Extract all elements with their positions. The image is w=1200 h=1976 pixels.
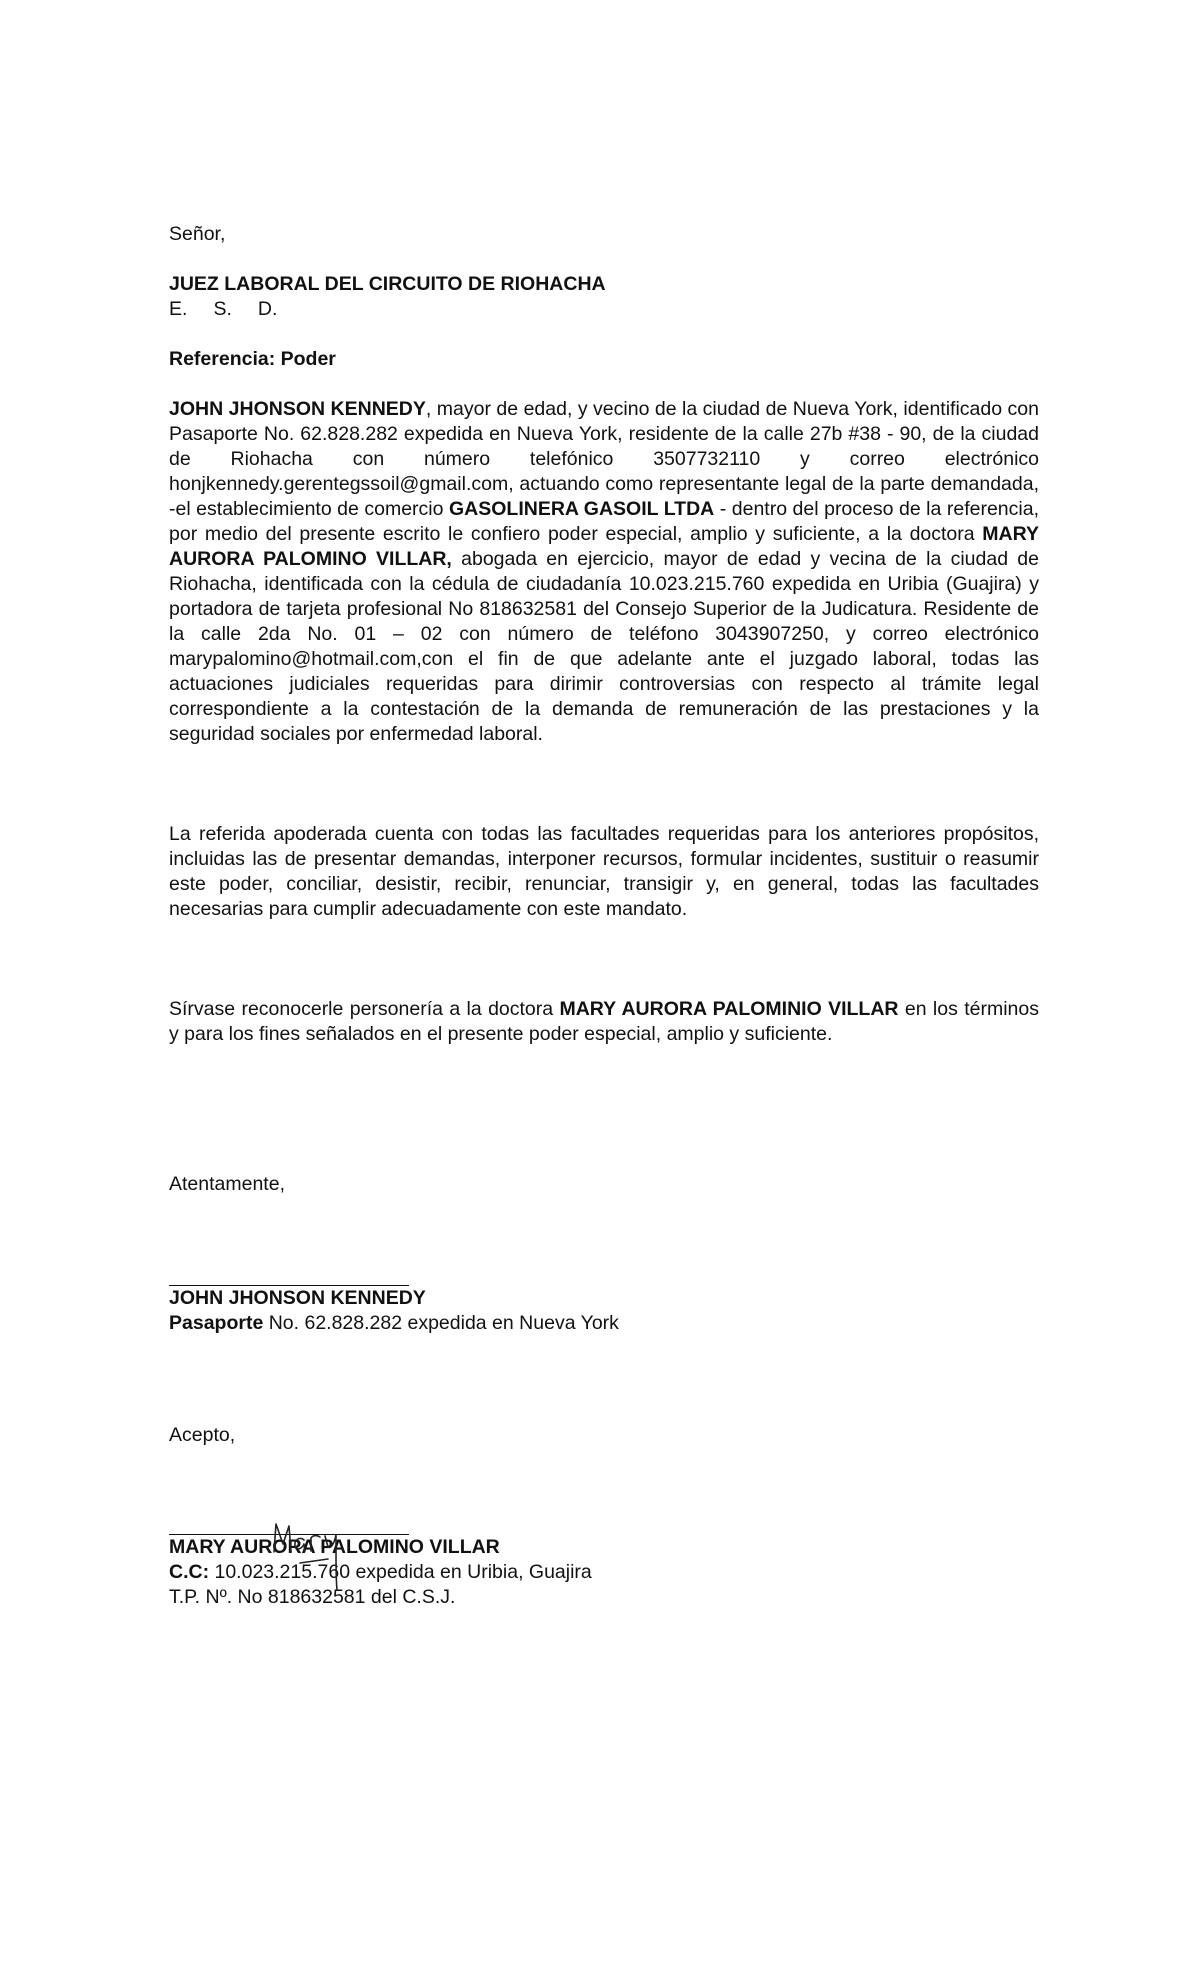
grantor-signature-name: JOHN JHONSON KENNEDY [169,1287,426,1309]
paragraph-power-of-attorney [169,397,1039,747]
handwritten-signature [270,1518,360,1593]
lawyer-tp: T.P. Nº. No 818632581 del C.S.J. [169,1586,456,1608]
paragraph1-text-b: - dentro del proceso de la referencia, por medio del presente escrito le confiero poder especial, amplio y suficiente, a la doctora [169,498,1039,545]
paragraph1-text-c: abogada en ejercicio, mayor de edad y vecina de la ciudad de Riohacha, identificada con la cédula de ciudadanía 10.023.215.760 expedida en Uribia (Guajira) y portadora de tarjeta profesional No 818632581 del Consejo Superior de la Judicatura. Residente de la calle 2da No. 01 – 02 con número de teléfono 3043907250, y correo electrónico marypalomino@hotmail.com,con el fin de que adelante ante el juzgado laboral, todas las actuaciones judiciales requeridas para dirimir controversias con respecto al trámite legal correspondiente a la contestación de la demanda de remuneración de las prestaciones y la seguridad sociales por enfermedad laboral. [169,548,1039,745]
grantor-id-label: Pasaporte [169,1312,264,1334]
paragraph-recognition [169,997,1039,1047]
grantor-id [169,1311,1039,1336]
grantor-id-text: No. 62.828.282 expedida en Nueva York [263,1312,619,1334]
lawyer-name-2: MARY AURORA PALOMINIO VILLAR [559,998,899,1020]
company-name: GASOLINERA GASOIL LTDA [449,498,715,520]
accept: Acepto, [169,1424,236,1446]
lawyer-cc-label: C.C: [169,1561,210,1583]
lawyer-signature-name: MARY AURORA PALOMINO VILLAR [169,1536,500,1558]
recipient-esd [169,297,1039,322]
esd-d: D. [257,298,278,320]
lawyer-cc-text: 10.023.215.760 expedida en Uribia, Guajira [209,1561,592,1583]
recipient-title: JUEZ LABORAL DEL CIRCUITO DE RIOHACHA [169,273,606,295]
reference: Referencia: Poder [169,348,336,370]
closing: Atentamente, [169,1173,285,1195]
lawyer-name: MARY AURORA PALOMINO VILLAR, [169,523,1039,570]
paragraph-faculties: La referida apoderada cuenta con todas las facultades requeridas para los anteriores propósitos, incluidas las de presentar demandas, interponer recursos, formular incidentes, sustituir o reasumir este poder, conciliar, desistir, recibir, renunciar, transigir y, en general, todas las facultades necesarias para cumplir adecuadamente con este mandato. [169,823,1039,920]
paragraph3-text-b: en los términos y para los fines señalados en el presente poder especial, amplio y suficiente. [169,998,1039,1045]
paragraph1-text-a: , mayor de edad, y vecino de la ciudad de Nueva York, identificado con Pasaporte No. 62.828.282 expedida en Nueva York, residente de la calle 27b #38 - 90, de la ciudad de Riohacha con número telefónico 3507732110 y correo electrónico honjkennedy.gerentegssoil@gmail.com, actuando como representante legal de la parte demandada, -el establecimiento de comercio [169,398,1039,520]
esd-s: S. [213,298,232,320]
document-body [169,222,1039,1610]
grantor-name: JOHN JHONSON KENNEDY [169,398,426,420]
paragraph3-text-a: Sírvase reconocerle personería a la doctora [169,998,560,1020]
salutation: Señor, [169,223,226,245]
esd-e: E. [169,298,188,320]
